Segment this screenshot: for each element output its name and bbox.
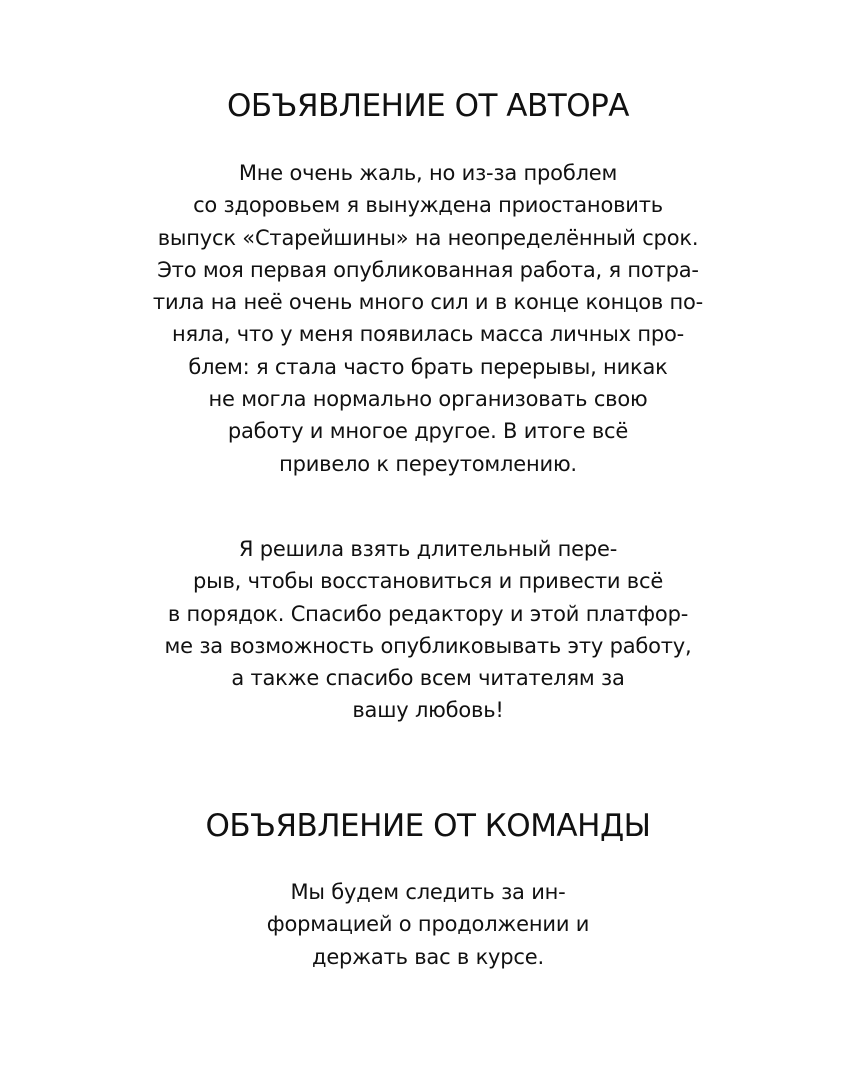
text-line: тила на неё очень много сил и в конце концов по- (152, 290, 704, 315)
text-line: Мне очень жаль, но из-за проблем (238, 161, 618, 185)
text-line: Мы будем следить за ин- (290, 880, 566, 904)
text-line: не могла нормально организовать свою (208, 387, 648, 412)
text-line: вашу любовь! (352, 698, 504, 723)
team-message-paragraph (0, 876, 856, 973)
team-announcement-heading: ОБЪЯВЛЕНИЕ ОТ КОМАНДЫ (205, 808, 651, 844)
text-line: ме за возможность опубликовывать эту работу, (164, 633, 692, 658)
author-message-paragraph-1 (0, 157, 856, 480)
text-line: держать вас в курсе. (312, 944, 544, 969)
text-line: формацией о продолжении и (266, 912, 590, 937)
text-line: блем: я стала часто брать перерывы, никак (188, 354, 668, 379)
text-line: выпуск «Старейшины» на неопределённый срок. (157, 225, 699, 250)
author-announcement-heading: ОБЪЯВЛЕНИЕ ОТ АВТОРА (226, 88, 630, 124)
text-line: рыв, чтобы восстановиться и привести всё (192, 569, 664, 594)
text-line: привело к переутомлению. (279, 451, 577, 476)
text-line: Это моя первая опубликованная работа, я потра- (157, 257, 699, 282)
text-line: няла, что у меня появилась масса личных про- (171, 322, 685, 347)
text-line: в порядок. Спасибо редактору и этой платфор- (167, 601, 689, 626)
text-line: со здоровьем я вынуждена приостановить (193, 193, 663, 218)
author-message-paragraph-2 (0, 533, 856, 727)
text-line: а также спасибо всем читателям за (231, 666, 625, 691)
text-line: работу и многое другое. В итоге всё (227, 419, 629, 444)
text-line: Я решила взять длительный пере- (238, 537, 618, 561)
